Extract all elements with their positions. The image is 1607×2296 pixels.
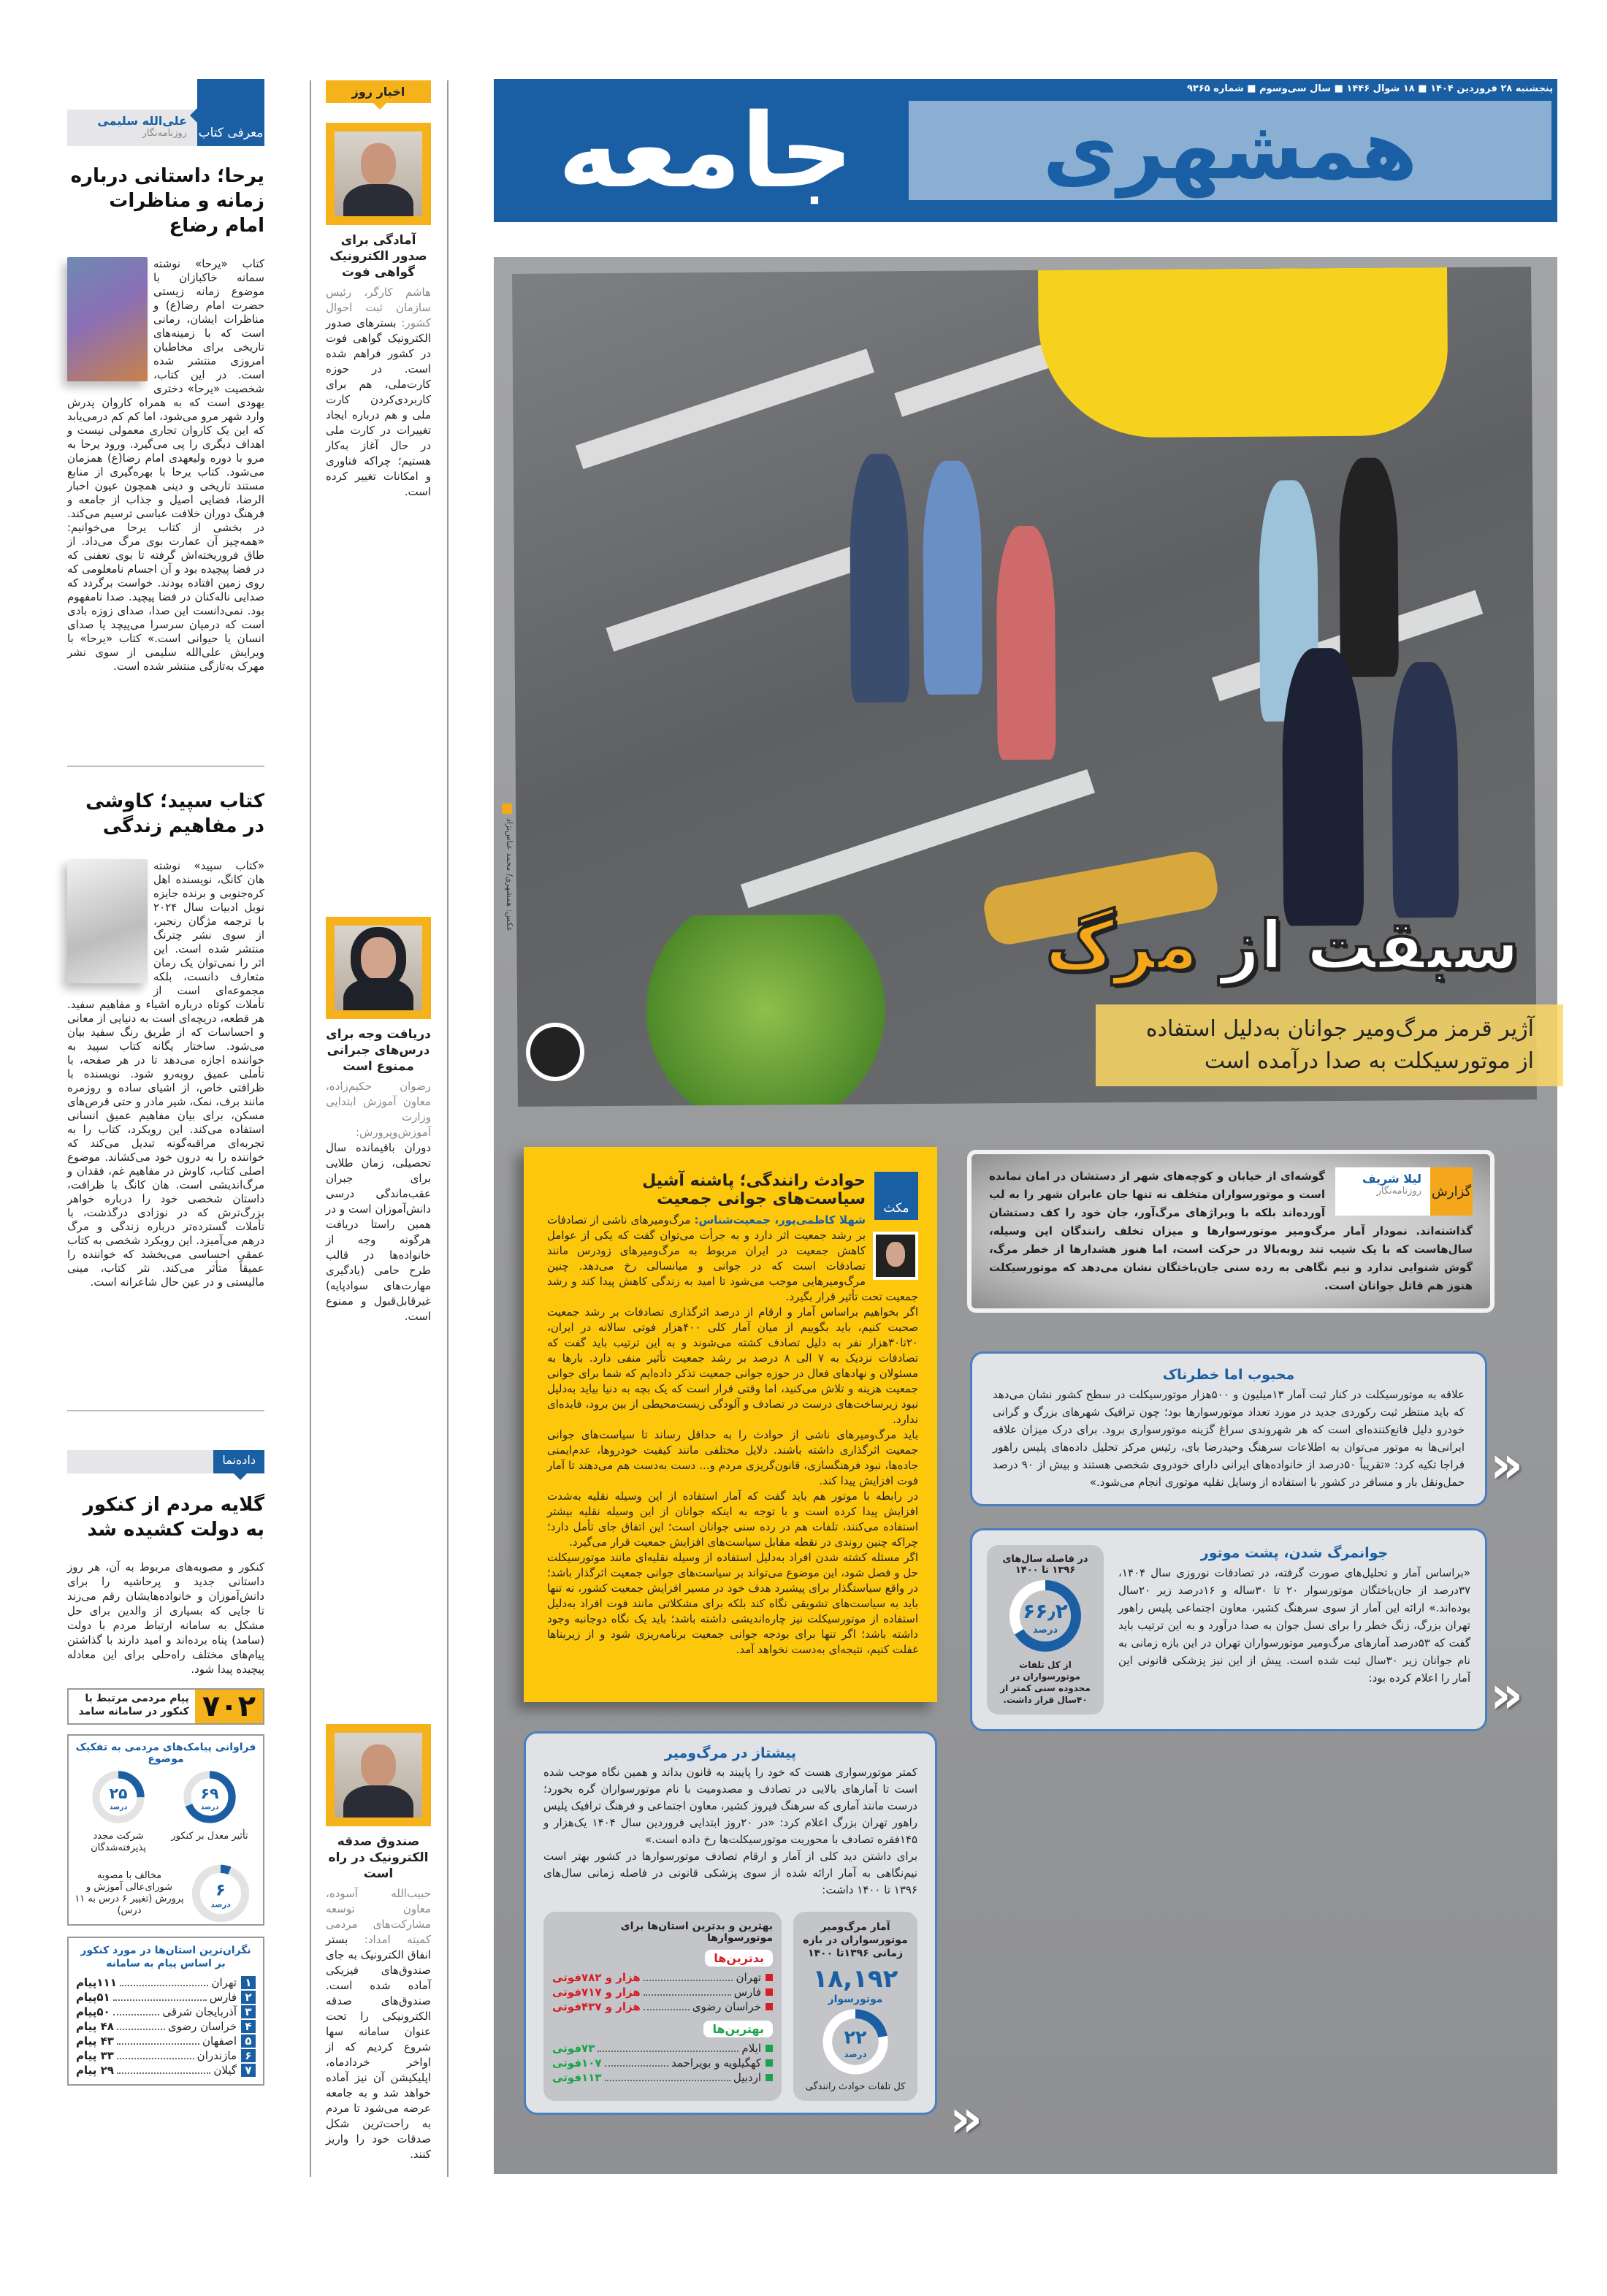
divider (67, 766, 264, 767)
province-value: ۷۳فوتی (552, 2042, 595, 2055)
province-name: خراسان رضوی (167, 2020, 237, 2033)
headline-orange: مرگ (1045, 907, 1198, 985)
provinces-box (67, 1937, 264, 2086)
rank-marker: ۶ (241, 2049, 256, 2062)
deaths-title: آمار مرگ‌ومیر موتورسواران در بازه زمانی ۱۳۹۶تا ۱۴۰۰ (803, 1921, 908, 1959)
leader-dots (117, 2067, 210, 2074)
province-value: ۱۱۳فوتی (552, 2071, 602, 2084)
province-name: تهران (211, 1976, 237, 1989)
chevron-icon: « (1490, 1435, 1524, 1495)
news-body: بسترهای صدور الکترونیک گواهی فوت در کشور فراهم شده است. در حوزه کارت‌ملی، هم برای کاربردی‌کردن کارت ملی و هم درباره ایجاد تغییرات در کارت ملی در حال آغاز به‌کار هستیم؛ چراکه فناوری و امکانات تغییر کرده است. (326, 316, 431, 498)
column-divider (310, 80, 311, 2177)
province-value: هزار و ۷۸۲فوتی (552, 1971, 641, 1984)
section-tag-row (67, 79, 264, 146)
book2-article (67, 789, 264, 1289)
datanama-body: کنکور و مصوبه‌های مربوط به آن، هر روز داستانی جدید و پرحاشیه را برای دانش‌آموزان و خانواده‌هایشان رقم می‌زند تا جایی که بسیاری از والدین برای حل مشکل به سامانه ارتباط مردم با دولت (سامد) پناه برده‌اند و امید دارند با گذاشتن پیام‌های مختلف راه‌حلی برای این معادله پیچیده پیدا شود. (67, 1560, 264, 1676)
deaths-unit: موتورسوار (828, 1994, 883, 2005)
stat-caption: از کل تلفات موتورسواران در محدوده سنی کمتر از ۴۰سال قرار داشت. (1000, 1660, 1091, 1705)
news-column (326, 80, 431, 103)
ring-value-label: ۶ (215, 1880, 226, 1900)
news-body: دوران باقیمانده سال تحصیلی، زمان طلایی برای جبران عقب‌ماندگی درسی دانش‌آموزان است و در همین راستا دریافت هرگونه وجه از خانواده‌ها در قالب طرح حامی (یادگیری مهارت‌های سوادپایه) غیرقابل‌قبول و ممنوع است. (326, 1141, 431, 1323)
province-name: گیلان (213, 2064, 237, 2077)
list-item (76, 2005, 256, 2018)
author-role: روزنامه‌نگار (142, 128, 187, 139)
subtitle-line: از موتورسیکلت به صدا درآمده است (1204, 1048, 1534, 1074)
subtitle-line: آژیر قرمز مرگ‌ومیر جوانان به‌دلیل استفاده (1145, 1016, 1534, 1042)
pause-box (524, 1147, 937, 1702)
logo-jameh: جامعه (557, 92, 854, 211)
province-name: فارس (209, 1991, 237, 2004)
leader-dots (605, 2059, 669, 2067)
dateline: پنجشنبه ۲۸ فروردین ۱۴۰۴ ■ ۱۸ شوال ۱۴۴۶ ■ سال سی‌وسوم ■ شماره ۹۳۶۵ (1186, 83, 1553, 94)
pause-tag: مکث (874, 1172, 918, 1220)
stat-ring-chart (1005, 1576, 1085, 1656)
datanama-tag-row (67, 1450, 264, 1473)
main-right-stack (970, 1351, 1487, 1731)
headline-subtitle (1096, 1004, 1563, 1086)
rank-marker (766, 1988, 773, 1996)
ring-chart-item (169, 1768, 250, 1842)
province-value: هزار و ۴۳۷فوتی (552, 2000, 641, 2013)
ring-chart (173, 1768, 246, 1826)
list-item (552, 1971, 773, 1984)
deaths-stat-card (793, 1912, 917, 2101)
rank-marker: ۱ (241, 1976, 256, 1989)
count-box (67, 1688, 264, 1725)
ring-caption: تأثیر معدل بر کنکور (171, 1831, 248, 1842)
province-name: اصفهان (202, 2034, 237, 2048)
section-tag: معرفی کتاب (197, 79, 264, 146)
author-box (67, 110, 197, 146)
ring-chart (188, 1861, 253, 1926)
province-value: ۴۸ پیام (76, 2020, 114, 2033)
report-author-role: روزنامه‌نگار (1376, 1186, 1421, 1197)
leader-dots (120, 1979, 209, 1986)
list-item (76, 2020, 256, 2033)
province-value: ۳۳ پیام (76, 2049, 114, 2062)
provinces-card-title: بهترین و بدترین استان‌ها برای موتورسوارها (620, 1921, 773, 1944)
stat-title: در فاصله سال‌های ۱۳۹۶ تا ۱۴۰۰ (1002, 1554, 1088, 1576)
ring-chart-item (78, 1768, 159, 1854)
ring-chart-item (75, 1861, 253, 1926)
ring-value-label: ۲۲ (844, 2026, 867, 2049)
datanama-section (67, 1450, 264, 2086)
leader-dots (644, 1974, 733, 1981)
pause-paragraph: اگر بخواهیم براساس آمار و ارقام از درصد اثرگذاری تصادفات بر رشد جمعیت صحبت کنیم، باید بگوییم از میان آمار کلی ۴۰۰هزار فوتی سالانه در ایران، ۲۰تا۳۰هزار نفر به دلیل تصادف کشته می‌شوند و به این ترتیب باید گفت که تصادفات نزدیک به ۷ الی ۸ درصد بر رشد جمعیت تأثیر منفی دارد. بارها به مسئولان و نهادهای فعال در حوزه جوانی جمعیت تذکر داده‌ایم که شما برای جوانی جمعیت هزینه و تلاش می‌کنید، اما وقتی قرار است که یک بچه به دنیا بیاید به‌دلیل نبود زیرساخت‌های درست در تصادف و آلودگی زیست‌محیطی از بین برود، فایده‌ای ندارد. (547, 1305, 918, 1426)
box-body: برای داشتن دید کلی از آمار و ارقام تصادف موتورسوارها در کشور بهتر است نیم‌نگاهی به آمار ارائه شده از سوی پزشکی قانونی در فاصله زمانی سال‌های ۱۳۹۶ تا ۱۴۰۰ داشت: (543, 1850, 917, 1896)
box-title: پیشتاز در مرگ‌ومیر (664, 1745, 797, 1761)
news-item (326, 1724, 431, 2162)
news-source: حبیب‌الله آسوده، معاون توسعه مشارکت‌های مردمی کمیته امداد: (326, 1887, 431, 1946)
rank-marker: ۴ (241, 2020, 256, 2033)
province-value: ۱۱۱پیام (76, 1976, 117, 1989)
provinces-title: نگران‌ترین استان‌ها در مورد کنکور بر اساس پیام به سامانه (80, 1945, 251, 1969)
report-tag-label: گزارش (1430, 1167, 1473, 1216)
portrait-photo (326, 123, 431, 225)
column-divider (447, 80, 448, 2177)
list-item (76, 1991, 256, 2004)
news-item (326, 123, 431, 500)
pause-paragraph: در رابطه با موتور هم باید گفت که آمار استفاده از این وسیله نقلیه به‌شدت افزایش پیدا کرده است و با توجه به اینکه جوانان از این وسیله نقلیه بیشتر استفاده می‌کنند، تلفات هم در رده سنی جوانان است؛ این اتفاق جای تأمل دارد؛ چراکه چنین روندی در نقطه مقابل سیاست‌های افزایش جمعیت قرار می‌گیرد. (547, 1490, 918, 1549)
news-title: دریافت وجه برای درس‌های جبرانی ممنوع است (326, 1027, 431, 1074)
ring-value-label: ۶۹ (200, 1785, 219, 1803)
ring-unit-label: درصد (210, 1900, 231, 1910)
rank-marker: ۵ (241, 2034, 256, 2048)
province-name: ایلام (741, 2042, 761, 2055)
leader-dots (644, 2003, 690, 2010)
report-body: گوشه‌ای از خیابان و کوچه‌های شهر از دستشان در امان نمانده است و موتورسواران متخلف نه تنها جان عابران شهر را به لب آورده‌اند بلکه با ویراژهای مرگ‌آور، جان خود را کف دستشان گذاشته‌اند. نمودار آمار مرگ‌ومیر موتورسوارها و میزان تخلف رانندگان این وسیله، سال‌هاست که با یک شیب تند روبه‌بالا در حرکت است، اما هنوز هشدارها از خطر مرگ، گوش شنوایی ندارد و نیم نگاهی به رده سنی جان‌باختگان نشان می‌دهد که موتورسیکلت هنوز هم قاتل جوانان است. (989, 1170, 1473, 1292)
province-value: هزار و ۷۱۷فوتی (552, 1986, 641, 1999)
leader-dots (117, 2023, 165, 2030)
rank-marker: ۲ (241, 1991, 256, 2004)
deaths-count: ۱۸,۱۹۲ (812, 1964, 898, 1994)
pause-source: شهلا کاظمی‌پور، جمعیت‌شناس: (694, 1213, 866, 1227)
rank-marker (766, 2074, 773, 2081)
datanama-title: گلایه مردم از کنکور به دولت کشیده شد (83, 1494, 264, 1541)
list-item (76, 2034, 256, 2048)
book2-title: کتاب سپید؛ کاوشی در مفاهیم زندگی (85, 790, 264, 837)
rank-marker (766, 2045, 773, 2052)
news-title: صندوق صدقه الکترونیک در راه است (328, 1834, 429, 1881)
leader-dots (605, 2074, 730, 2081)
list-item (552, 2056, 773, 2070)
headline-white: سبقت از (1221, 907, 1519, 985)
leader-deaths-box (524, 1731, 937, 2115)
box-body: «براساس آمار و تحلیل‌های صورت گرفته، در تصادفات نوروزی سال ۱۴۰۴، ۳۷درصد از جان‌باختگان موتورسوار ۲۰ تا ۳۰ساله و ۱۶درصد زیر ۲۰سال بوده‌اند.» ارائه این آمار از سوی سرهنگ کشیر، معاون اجتماعی پلیس راهور تهران بزرگ، زنگ خطر را برای نسل جوان به صدا درآورد و به این ترتیب باید گفت که ۵۳درصد آمارهای مرگ‌ومیر موتورسواران تهران در این بازه زمانی به نام جوانان زیر ۳۰سال ثبت شده است. پیش از این نیز پزشکی قانونی این آمار را اعلام کرده بود: (1118, 1566, 1471, 1685)
chevron-icon: « (1490, 1665, 1524, 1725)
stat-card (987, 1545, 1104, 1715)
portrait-photo (326, 1724, 431, 1826)
rank-marker (766, 2003, 773, 2010)
box-title: جوانمرگ شدن، پشت موتور (1200, 1545, 1389, 1561)
author-name: علی‌الله سلیمی (97, 114, 187, 128)
pause-paragraph: مرگ‌ومیرهای ناشی از تصادفات بر رشد جمعیت اثر دارد و به جرأت می‌توان گفت که یکی از عوامل کاهش جمعیت در ایران مربوط به مرگ‌ومیرهای زودرس مانند تصادفات است که در جوانی و میانسالی رخ می‌دهد. چنین مرگ‌ومیرهایی موجب می‌شود تا امید به زندگی کاهش پیدا کند و رشد جمعیت تحت تأثیر قرار بگیرد. (547, 1213, 918, 1303)
best-label: بهترین‌ها (703, 2021, 773, 2037)
news-header: اخبار روز (326, 80, 431, 103)
list-item (552, 2042, 773, 2055)
taxi-car (1038, 267, 1448, 438)
helmet-icon (526, 1023, 584, 1081)
list-item (76, 2049, 256, 2062)
ring-unit-label: درصد (200, 1803, 219, 1812)
news-source: رضوان حکیم‌زاده، معاون آموزش ابتدایی وزارت آموزش‌وپرورش: (326, 1080, 431, 1139)
leader-dots (113, 2008, 160, 2015)
province-value: ۲۹ پیام (76, 2064, 114, 2077)
province-value: ۴۳ پیام (76, 2034, 114, 2048)
report-author: لیلا شریف (1362, 1172, 1421, 1186)
deaths-caption: کل تلفات حوادث رانندگی (805, 2081, 906, 2092)
province-value: ۵۰پیام (76, 2005, 110, 2018)
report-box (972, 1154, 1490, 1308)
rank-marker (766, 1974, 773, 1981)
province-name: مازندران (196, 2049, 237, 2062)
masthead (494, 79, 1557, 222)
leader-dots (117, 2037, 199, 2045)
popular-dangerous-box (970, 1351, 1487, 1506)
ring-chart (82, 1768, 155, 1826)
list-item (552, 1986, 773, 1999)
rank-marker: ۷ (241, 2064, 256, 2077)
pause-paragraph: اگر مسئله کشته شدن افراد به‌دلیل استفاده از وسیله نقلیه‌ای مانند موتورسیکلت حل و فصل شود، این موضوع می‌تواند بر سیاست‌های جوانی جمعیت اثرگذار باشد؛ در واقع سیاستگذار برای پیشبرد هدف خود در مسیر افزایش جمعیت کشور، نه تنها باید به سیاست‌های تشویقی نگاه کند بلکه برای مشکلاتی مانند فوت افراد به‌دلیل استفاده از موتورسیکلت نیز چاره‌اندیشی داشته باشد؛ باید یک نگاه دوجانبه وجود داشته باشد؛ اگر تنها برای بودجه جوانی جمعیت برنامه‌ریزی شود و از زیربناها غفلت کنیم، نتیجه‌ای به‌دست نخواهد آمد. (547, 1551, 918, 1656)
logo-hamshahri: همشهری (909, 101, 1551, 200)
pause-title: حوادث رانندگی؛ پاشنه آشیل سیاست‌های جوانی جمعیت (642, 1172, 866, 1208)
book1-title: یرحا؛ داستانی درباره زمانه و مناظرات امام رضاع (70, 165, 264, 237)
province-name: خراسان رضوی (692, 2000, 761, 2013)
portrait-photo (326, 917, 431, 1019)
list-item (76, 2064, 256, 2077)
book-section (67, 79, 264, 674)
province-name: آذربایجان شرقی (162, 2005, 237, 2018)
news-title: آمادگی برای صدور الکترونیک گواهی فوت (329, 233, 427, 280)
ring-value-label: ۲۵ (109, 1785, 128, 1803)
expert-portrait (873, 1232, 918, 1280)
divider (67, 1410, 264, 1411)
photo-credit-text: عکس: همشهری/ محمد عباس‌نژاد (505, 818, 514, 932)
count-value: ۷۰۲ (195, 1690, 263, 1723)
ring-unit-label: درصد (109, 1803, 128, 1812)
rank-marker (766, 2059, 773, 2067)
ring-value-label: ۶۶٫۲ (1023, 1599, 1068, 1623)
list-item (552, 2000, 773, 2013)
pause-paragraph: باید مرگ‌ومیرهای ناشی از حوادث را به حداقل رساند تا سیاست‌های جوانی جمعیت اثرگذاری داشته باشند. دلایل مختلفی مانند کیفیت خودروها، عدم‌ایمنی جاده‌ها، نبود فرهنگسازی، قانون‌گریزی مردم و... دست به‌دست هم می‌دهند تا آمار فوت افزایش پیدا کند. (547, 1428, 918, 1487)
rank-marker: ۳ (241, 2005, 256, 2018)
book1-body: کتاب «یرحا» نوشته سمانه خاکبازان با موضوع زمانه زیستی حضرت امام رضا(ع) و مناظرات ایشان، رمانی است که با زمینه‌های تاریخی برای مخاطبان امروزی منتشر شده است. در این کتاب، شخصیت «یرحا» دختری یهودی است که به همراه کاروان پدرش وارد شهر مرو می‌شود، اما کم کم درمی‌یابد که این یک کاروان تجاری معمولی نیست و اهداف دیگری را پی می‌گیرد. ورود یرحا به مرو با دوره ولیعهدی امام رضا(ع) همزمان می‌شود. کتاب یرحا با بهره‌گیری از منابع مستند تاریخی و دینی همچون عیون اخبار الرضا، فضایی اصیل و جذاب از جامعه و فرهنگ دوران خلافت عباسی ترسیم می‌کند. در بخشی از کتاب یرحا می‌خوانیم: «همه‌چیز آن عمارت بوی مرگ می‌داد. از طاق فروریخته‌اش گرفته تا بوی تعفنی که در فضا پیچیده بود و آن اجسام نامعلومی که روی زمین افتاده بودند. خواست برگردد که صدایی ناله‌کنان در فضا پیچید. صدا نامفهوم بود. نمی‌دانست این صدا، صدای زوزه بادی است که درمیان سرسرا می‌پیچد یا صدای انسان یا حیوانی است.» کتاب «یرحا» با ویرایش علی‌الله سلیمی از سوی نشر مهرک به‌تازگی منتشر شده است. (67, 257, 264, 673)
deaths-ring-chart (819, 2005, 892, 2078)
province-name: اردبیل (733, 2071, 761, 2084)
box-body: علاقه به موتورسیکلت در کنار ثبت آمار ۱۳میلیون و ۵۰۰هزار موتورسیکلت در سطح کشور نشان می‌دهد که باید منتظر ثبت رکوردی جدید در مورد تعداد موتورسوارها بود؛ چون ترافیک شهرهای بزرگ و گرانی خودرو دلیل قانع‌کننده‌ای است که هر شهروندی سراغ گزینه موتورسواری برود. برای درک میزان علاقه ایرانی‌ها به موتور می‌توان به اطلاعات سرهنگ وحیدرضا بای، رئیس مرکز تحلیل داده‌های پلیس راهور فراجا تکیه کرد: «تقریباً ۵۰درصد از خانواده‌های ایرانی دارای خودروی شخصی هستند و بیش از ۹۰ درصد حمل‌ونقل بار و مسافر در کشور با استفاده از وسایل نقلیه موتوری انجام می‌شود.» (993, 1388, 1465, 1489)
news-source: هاشم کارگر، رئیس سازمان ثبت احوال کشور: (326, 286, 431, 329)
province-name: تهران (736, 1971, 761, 1984)
book2-cover-image (67, 859, 148, 983)
ring-caption: شرکت مجدد پذیرفته‌شدگان (91, 1831, 146, 1853)
main-left-stack (524, 1147, 937, 2115)
leader-dots (113, 1994, 207, 2001)
book1-cover-image (67, 257, 148, 381)
leader-dots (117, 2052, 194, 2059)
news-item (326, 917, 431, 1324)
worst-label: بدترین‌ها (705, 1950, 773, 1967)
photo-credit (500, 804, 514, 979)
chevron-icon: « (950, 2089, 983, 2148)
ring-unit-label: درصد (844, 2048, 867, 2059)
report-tag (1335, 1167, 1473, 1216)
box-title: محبوب اما خطرناک (1162, 1367, 1295, 1383)
rings-box (67, 1734, 264, 1926)
leader-dots (598, 2045, 738, 2052)
count-label: پیام مردمی مرتبط با کنکور در سامانه سامد (78, 1693, 189, 1717)
ring-caption: مخالف با مصوبه شورای‌عالی آموزش و پرورش (تغییر ۶ درس به ۱۱ درس) (75, 1870, 184, 1916)
tree-foliage (626, 914, 905, 1106)
provinces-card (543, 1912, 782, 2101)
ring-unit-label: درصد (1032, 1625, 1058, 1636)
box-body: کمتر موتورسواری هست که خود را پایبند به قانون بداند و همین نگاه موجب شده است تا آمارهای بالایی در تصادف و مصدومیت با نام موتورسواران گره بخورد؛ درست مانند آماری که سرهنگ فیروز کشیر، معاون اجتماعی و فرهنگ ترافیک پلیس راهور تهران بزرگ اعلام کرد: «در ۲۰روز ابتدایی فروردین سال ۱۴۰۴ یک‌هزار و ۱۴۵فقره تصادف با محوریت موتورسیکلت‌ها رخ داده است.» (543, 1766, 917, 1846)
province-value: ۱۰۷فوتی (552, 2056, 602, 2070)
province-name: فارس (733, 1986, 761, 1999)
list-item (76, 1976, 256, 1989)
book2-body: «کتاب سپید» نوشته هان کانگ، نویسنده اهل کره‌جنوبی و برنده جایزه نوبل ادبیات سال ۲۰۲۴ با ترجمه مژگان رنجبر، از سوی نشر چترنگ منتشر شده است. این اثر را نمی‌توان یک رمان متعارف دانست، بلکه مجموعه‌ای است از تأملات کوتاه درباره اشیاء و مفاهیم سفید. هر قطعه، دریچه‌ای است به دنیایی از معانی و احساسات که از طریق رنگ سفید بیان می‌شود. ساختار یگانه کتاب سپید به خواننده اجازه می‌دهد تا در هر صفحه، با تأملی عمیق روبه‌رو شود. نویسنده با ظرافتی خاص، از اشیای ساده و روزمره مانند برف، نمک، شیر مادر و حتی قرص‌های مسکن، برای بیان مفاهیم عمیق انسانی استفاده می‌کند. این رویکرد، کتاب را به تجربه‌ای مراقبه‌گونه تبدیل می‌کند که خواننده را به درون خود می‌کشاند. موضوع اصلی کتاب، کاوش در مفاهیم غم، فقدان و مرگ‌اندیشی است. هان کانگ با ظرافت، داستان شخصی خود را درباره خواهر بزرگ‌ترش که در نوزادی درگذشت، با تأملات گسترده‌تر درباره زندگی و مرگ درهم می‌آمیزد. این رویکرد شخصی به کتاب عمقی احساسی می‌بخشد که خواننده را عمیقاً متأثر می‌کند. نثر کتاب، مینی مالیستی و در عین حال شاعرانه است. (67, 859, 264, 1289)
rings-title: فراوانی پیامک‌های مردمی به تفکیک موضوع (75, 1742, 256, 1765)
province-value: ۵۱پیام (76, 1991, 110, 2004)
young-deaths-box (970, 1528, 1487, 1731)
news-body: بستر انفاق الکترونیک به جای صندوق‌های فیزیکی آماده شده است. صندوق‌های صدقه الکترونیکی را تحت عنوان سامانه سها شروع کردیم که از اواخر خردادماه، اپلیکیشن آن نیز آماده خواهد شد و به جامعه عرضه می‌شود تا مردم به راحت‌ترین شکل صدقات خود را واریز کنند. (326, 1933, 431, 2161)
list-item (552, 2071, 773, 2084)
leader-dots (644, 1988, 731, 1996)
main-headline (979, 909, 1519, 983)
province-name: کهگیلویه و بویراحمد (671, 2056, 761, 2070)
datanama-tag: دادەنما (213, 1450, 264, 1473)
